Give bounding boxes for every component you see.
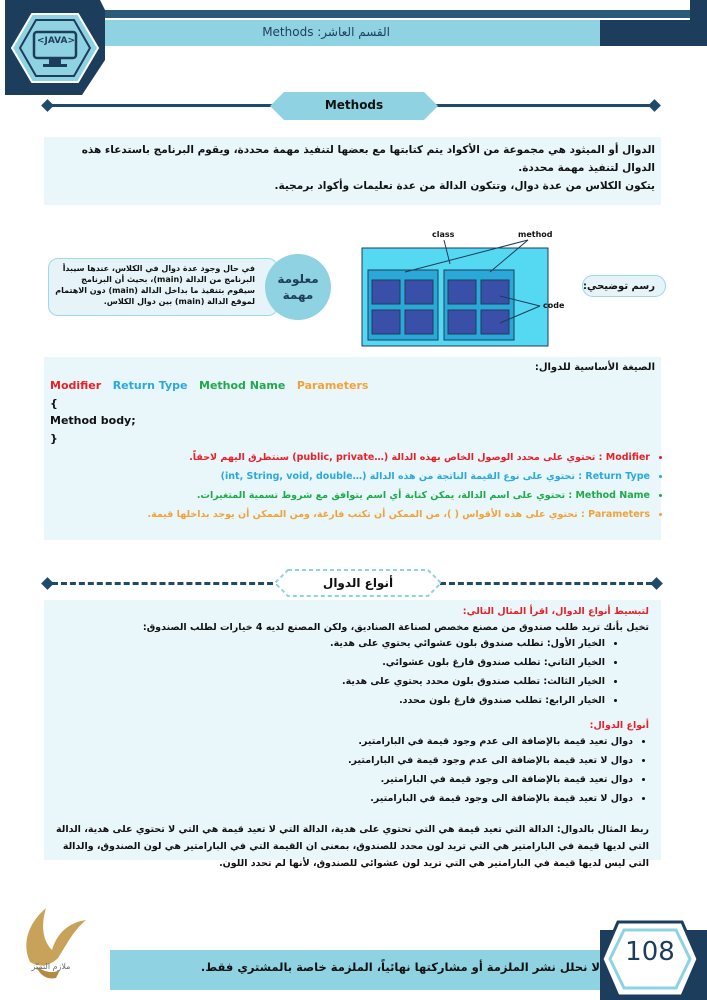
diagram-class-label: class [432,230,455,239]
logo-text: <JAVA> [36,36,76,46]
option-item: • الخيار الثاني: تطلب صندوق فارغ بلون عشوائي. [52,655,605,671]
syntax-return-type: Return Type [112,379,188,392]
options-list [52,636,649,709]
syntax-bullets [120,450,664,526]
diagram-method-label: method [518,230,553,239]
types-box [44,600,661,869]
brand-bird-logo [0,900,110,1000]
types-link-text: ربط المثال بالدوال: الدالة التي تعيد قيمة هي التي تحتوي على هدية، الدالة التي لا تعيد قيمة هي التي لا تحتوي على هدية، الدالة التي لديها قيمة في البارامتير هي التي تريد لون محدد للصندوق، بمعنى ان القيمة التي في البارامتير هي لون الصندوق، والدالة التي ليس لديها قيمة في البارامتير هي التي تريد لون عشوائي للصندوق، لأنها لم تحدد اللون. [56,824,649,869]
header-right-block [600,20,707,46]
divider-line-right [420,104,652,107]
section2-title: أنواع الدوال [322,576,394,590]
types-intro-heading: لتبسيط أنواع الدوال، اقرأ المثال التالي: [462,606,649,617]
brand-name: ملازم التميّز [31,962,71,971]
divider-dot-right [648,99,661,112]
footer-notice: لا نحلل نشر الملزمة أو مشاركتها نهائياً، الملزمة خاصة بالمشتري فقط. [200,960,600,974]
bullet-return-type [120,469,650,485]
header-title: القسم العاشر: Methods [262,25,390,39]
types-heading: أنواع الدوال: [589,720,649,731]
bullet-method-name-text: : تحتوي على اسم الدالة، يمكن كتابة أي اسم يتوافق مع شروط تسمية المتغيرات. [196,490,576,501]
syntax-modifier: Modifier [50,379,102,392]
type-item: • دوال تعيد قيمة بالإضافة الى وجود قيمة في البارامتير. [52,772,633,788]
option-item: • الخيار الأول: تطلب صندوق بلون عشوائي يحتوي على هدية. [52,636,605,652]
class-method-diagram [360,228,560,348]
type-item: • دوال تعيد قيمة بالإضافة الى عدم وجود قيمة في البارامتير. [52,734,633,750]
syntax-heading: الصيغة الأساسية للدوال: [534,362,655,373]
section-title-methods: Methods [324,98,384,112]
divider2-line-right [440,582,652,585]
bullet-parameters [120,507,650,523]
info-badge-label: معلومة مهمة [277,272,319,302]
divider-line-left [50,104,290,107]
intro-line-1: الدوال أو الميثود هي مجموعة من الأكواد يتم كتابتها مع بعضها لتنفيذ مهمة محددة، ويقوم البرنامج باستدعاء هذه الدوال لتنفيذ مهمة محددة. [81,144,655,174]
info-badge [265,254,331,320]
syntax-parameters: Parameters [296,379,369,392]
info-note-box [48,258,278,316]
syntax-method-name: Method Name [199,379,286,392]
types-list [52,734,649,807]
type-item: • دوال لا تعيد قيمة بالإضافة الى وجود قيمة في البارامتير. [52,791,633,807]
bullet-modifier [120,450,650,466]
bullet-return-type-text: : تحتوي على نوع القيمة الناتجة من هذه الدالة (…int, String, void, double) [220,471,586,482]
header-top-strip [100,10,707,18]
bullet-parameters-text: : تحتوي على هذه الأقواس ( )، من الممكن أن تكتب فارغة، ومن الممكن أن يوجد بداخلها قيمة. [147,509,589,520]
diagram-code-label: code [543,301,565,310]
types-intro-text: تخيل بأنك تريد طلب صندوق من مصنع مخصص لصناعة الصناديق، ولكن المصنع لديه 4 خيارات لطلب الصندوق: [142,622,649,633]
header-corner [690,0,707,20]
bullet-modifier-term: Modifier [605,452,650,463]
option-item: • الخيار الرابع: تطلب صندوق فارغ بلون محدد. [52,693,605,709]
divider2-line-left [52,582,282,585]
intro-box [44,137,661,205]
bullet-return-type-term: Return Type [585,471,650,482]
info-note-text: في حال وجود عدة دوال في الكلاس، عندها سيبدأ البرنامج من الدالة (main)، بحيث أن البرنامج سيقوم بتنفيذ ما بداخل الدالة (main) دون الاهتمام لموقع الدالة (main) بين دوال الكلاس. [55,264,255,306]
intro-line-2: يتكون الكلاس من عدة دوال، وتتكون الدالة من عدة تعليمات وأكواد برمجية. [274,180,655,192]
syntax-close-brace: } [50,432,58,445]
page-number: 108 [625,937,675,967]
type-item: • دوال لا تعيد قيمة بالإضافة الى عدم وجود قيمة في البارامتير. [52,753,633,769]
syntax-line [50,379,368,392]
syntax-open-brace: { [50,397,58,410]
diagram-badge: رسم توضيحي: [582,275,666,297]
bullet-parameters-term: Parameters [588,509,650,520]
syntax-body: Method body; [50,414,136,427]
bullet-method-name-term: Method Name [575,490,650,501]
java-logo-badge [0,0,110,100]
bullet-method-name [120,488,650,504]
option-item: • الخيار الثالث: تطلب صندوق بلون محدد يحتوي على هدية. [52,674,605,690]
bullet-modifier-text: : تحتوي على محدد الوصول الخاص بهذه الدالة (…public, private) سنتطرق اليهم لاحقاً. [189,452,606,463]
divider2-dot-right [650,577,663,590]
